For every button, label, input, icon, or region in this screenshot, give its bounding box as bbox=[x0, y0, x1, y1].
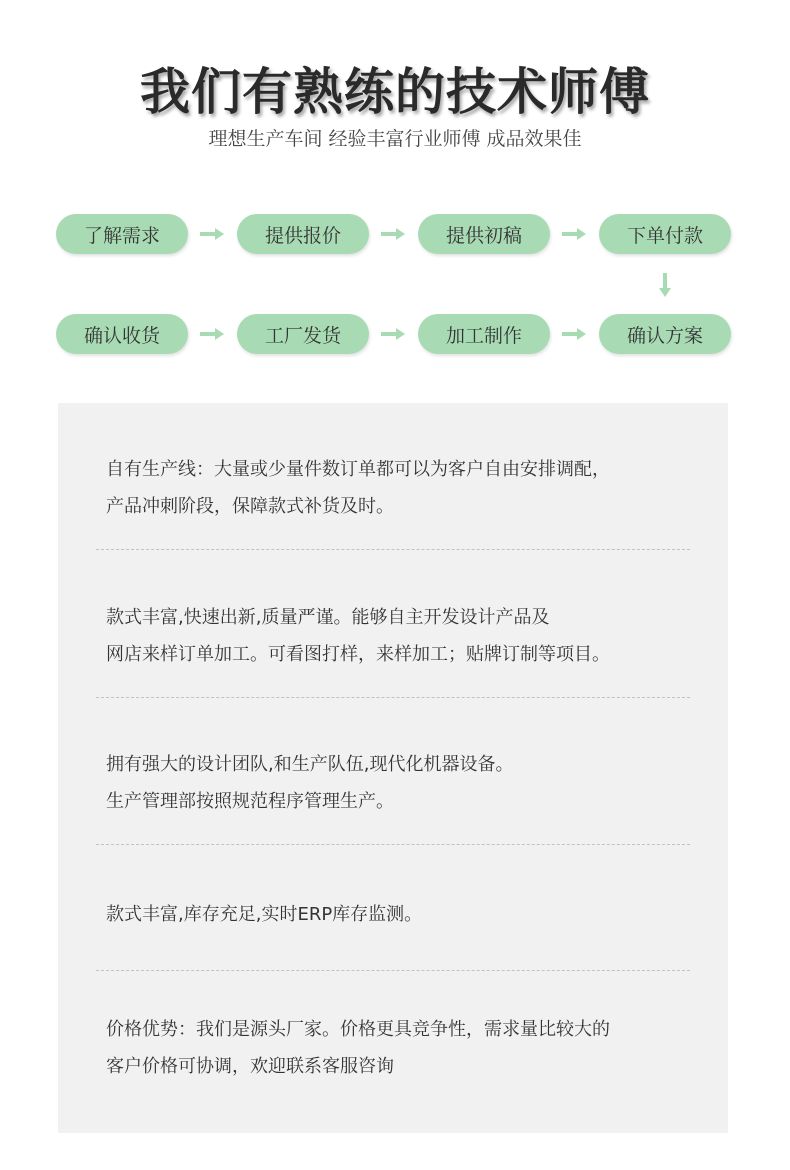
arrow-right-icon bbox=[562, 328, 588, 340]
feature-item bbox=[106, 746, 706, 820]
step-understand-needs: 了解需求 bbox=[56, 214, 188, 254]
arrow-right-icon bbox=[562, 228, 588, 240]
step-processing: 加工制作 bbox=[418, 314, 550, 354]
feature-line: 价格优势：我们是源头厂家。价格更具竞争性，需求量比较大的 bbox=[106, 1019, 610, 1040]
dashed-divider bbox=[96, 844, 690, 845]
arrow-right-icon bbox=[200, 228, 226, 240]
feature-line: 款式丰富,库存充足,实时ERP库存监测。 bbox=[106, 904, 423, 925]
feature-item bbox=[106, 1011, 706, 1085]
arrow-right-icon bbox=[200, 328, 226, 340]
step-provide-quote: 提供报价 bbox=[237, 214, 369, 254]
arrow-down-icon bbox=[659, 273, 671, 299]
feature-line: 网店来样订单加工。可看图打样，来样加工；贴牌订制等项目。 bbox=[106, 644, 610, 665]
dashed-divider bbox=[96, 549, 690, 550]
dashed-divider bbox=[96, 697, 690, 698]
page-subtitle: 理想生产车间 经验丰富行业师傅 成品效果佳 bbox=[208, 128, 582, 150]
step-provide-draft: 提供初稿 bbox=[418, 214, 550, 254]
feature-panel bbox=[58, 403, 728, 1133]
feature-item bbox=[106, 896, 706, 933]
arrow-right-icon bbox=[381, 328, 407, 340]
step-place-order: 下单付款 bbox=[599, 214, 731, 254]
feature-line: 自有生产线：大量或少量件数订单都可以为客户自由安排调配， bbox=[106, 459, 610, 480]
feature-line: 生产管理部按照规范程序管理生产。 bbox=[106, 791, 394, 812]
feature-item bbox=[106, 599, 706, 673]
dashed-divider bbox=[96, 970, 690, 971]
feature-line: 款式丰富,快速出新,质量严谨。能够自主开发设计产品及 bbox=[106, 607, 550, 628]
step-confirm-plan: 确认方案 bbox=[599, 314, 731, 354]
feature-line: 产品冲刺阶段，保障款式补货及时。 bbox=[106, 496, 394, 517]
feature-item bbox=[106, 451, 706, 525]
feature-line: 拥有强大的设计团队,和生产队伍,现代化机器设备。 bbox=[106, 754, 514, 775]
step-factory-ship: 工厂发货 bbox=[237, 314, 369, 354]
page-title: 我们有熟练的技术师傅 bbox=[140, 63, 650, 121]
step-confirm-receipt: 确认收货 bbox=[56, 314, 188, 354]
arrow-right-icon bbox=[381, 228, 407, 240]
feature-line: 客户价格可协调，欢迎联系客服咨询 bbox=[106, 1056, 394, 1077]
